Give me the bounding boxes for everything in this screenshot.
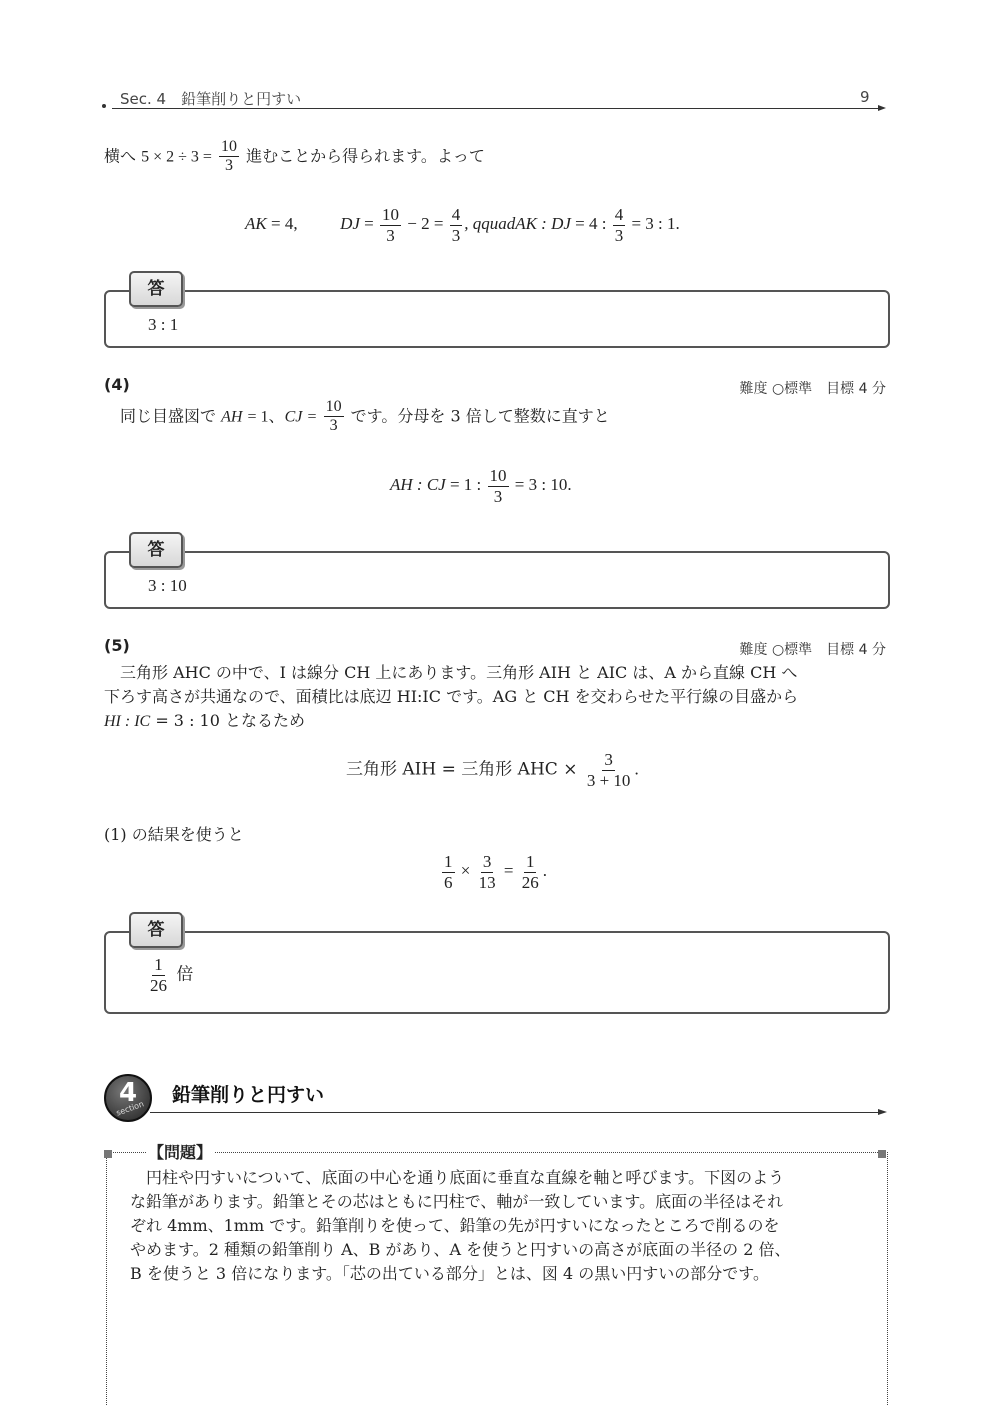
frac-denominator: 3 <box>493 486 503 506</box>
frac-numerator: 4 <box>614 205 624 224</box>
cj-eq: = <box>307 408 317 426</box>
ratio-mid: = 1 : <box>449 474 482 494</box>
problem-text <box>130 1166 870 1286</box>
frac-numerator: 10 <box>489 466 507 485</box>
eq-ak-value: = 4, <box>270 213 298 233</box>
page-number: 9 <box>860 88 870 106</box>
var-ak: AK <box>245 213 267 233</box>
ratio-lhs: AH : CJ <box>390 474 446 494</box>
frac-denominator: 3 <box>614 225 624 245</box>
eq2-end: . <box>542 860 547 880</box>
frac-numerator: 1 <box>444 852 453 871</box>
answer-label-4: 答 <box>129 532 183 568</box>
problem-label: 【問題】 <box>146 1140 214 1163</box>
var-cj: CJ <box>284 408 303 426</box>
ah-value: = 1、 <box>247 408 285 426</box>
header-rule <box>112 108 878 109</box>
part3-expr: 5 × 2 ÷ 3 = <box>141 148 212 166</box>
frac-denominator: 3 <box>225 157 234 175</box>
problem-line: ぞれ 4mm、1mm です。鉛筆削りを使って、鉛筆の先が円すいになったところで削るのを <box>130 1216 780 1235</box>
problem-corner-left <box>104 1150 112 1158</box>
part4-text-pre: 同じ目盛図で <box>120 406 217 426</box>
eq-sign: = <box>364 213 374 233</box>
problem-corner-right <box>878 1150 886 1158</box>
dj-result-fraction <box>450 205 463 245</box>
ratio-end: = 3 : 1. <box>631 213 680 233</box>
difficulty-meta-4: 難度 ○標準 目標 4 分 <box>739 381 886 397</box>
part3-line1 <box>104 138 485 176</box>
ratio-fraction <box>613 205 626 245</box>
frac-numerator: 1 <box>525 852 535 871</box>
difficulty-meta-5: 難度 ○標準 目標 4 分 <box>739 642 886 658</box>
part5-line1: 三角形 AHC の中で、I は線分 CH 上にあります。三角形 AIH と AIC は、A から直線 CH へ <box>120 663 798 682</box>
frac-denominator: 3 + 10 <box>586 770 631 790</box>
cj-fraction <box>324 398 344 436</box>
part5-line3-rest: = 3 : 10 となるため <box>155 711 305 730</box>
answer-5 <box>146 955 193 995</box>
header-arrow <box>878 105 886 111</box>
part5-equation1 <box>346 750 639 790</box>
eq1-fraction <box>585 750 633 790</box>
section-arrow <box>878 1109 887 1115</box>
header-bullet <box>102 104 106 108</box>
section-badge <box>104 1074 152 1122</box>
section-rule <box>150 1112 878 1113</box>
section-title: 鉛筆削りと円すい <box>172 1084 325 1106</box>
section-badge-number: 4 <box>118 1078 138 1108</box>
eq2-fraction-1 <box>442 852 455 892</box>
part4-line1 <box>120 398 610 436</box>
answer-label-3: 答 <box>129 271 183 307</box>
question-number-5: (5) <box>104 636 130 655</box>
part3-equation <box>245 205 680 245</box>
frac-numerator: 10 <box>382 205 399 224</box>
var-ah: AH <box>221 408 243 426</box>
answer-box-5 <box>104 931 890 1014</box>
part5-line3 <box>104 708 305 731</box>
frac-denominator: 6 <box>444 872 453 892</box>
ratio-eq: = 4 : <box>575 213 607 233</box>
problem-line: な鉛筆があります。鉛筆とその芯はともに円柱で、軸が一致しています。底面の半径はそれ <box>130 1192 784 1211</box>
ratio-fraction <box>488 466 509 506</box>
problem-line: 円柱や円すいについて、底面の中心を通り底面に垂直な直線を軸と呼びます。下図のよう <box>146 1168 785 1187</box>
eq2-equals: = <box>503 860 514 880</box>
frac-numerator: 10 <box>219 138 239 157</box>
ratio-end: = 3 : 10. <box>514 474 572 494</box>
part5-line4: (1) の結果を使うと <box>104 825 244 844</box>
running-header: Sec. 4 鉛筆削りと円すい <box>120 90 302 108</box>
frac-numerator: 4 <box>451 205 461 224</box>
hi-ic-ratio: HI : IC <box>104 713 151 730</box>
frac-denominator: 3 <box>329 417 338 435</box>
dj-fraction <box>380 205 401 245</box>
problem-line: B を使うと 3 倍になります。「芯の出ている部分」とは、図 4 の黒い円すいの部分です。 <box>130 1264 769 1283</box>
eq-minus: − 2 = <box>407 213 444 233</box>
frac-denominator: 3 <box>386 225 395 245</box>
frac-numerator: 3 <box>604 750 613 769</box>
answer-4: 3 : 10 <box>148 576 187 595</box>
part3-text-post: 進むことから得られます。よって <box>246 146 485 166</box>
answer-box-3 <box>104 290 890 348</box>
frac-numerator: 1 <box>154 955 163 974</box>
eq2-fraction-3 <box>520 852 541 892</box>
part5-line2: 下ろす高さが共通なので、面積比は底辺 HI:IC です。AG と CH を交わらせた平行線の目盛から <box>104 687 799 706</box>
eq1-text: 三角形 AIH = 三角形 AHC × <box>346 759 578 780</box>
frac-denominator: 3 <box>451 225 461 245</box>
answer-suffix: 倍 <box>176 964 194 985</box>
problem-line: やめます。2 種類の鉛筆削り A、B があり、A を使うと円すいの高さが底面の半径の 2 倍、 <box>130 1240 791 1259</box>
eq2-times: × <box>460 860 471 880</box>
frac-denominator: 13 <box>478 872 496 892</box>
eq2-fraction-2 <box>477 852 498 892</box>
ratio-text: , qquadAK : DJ <box>464 213 571 233</box>
part4-text-post: です。分母を 3 倍して整数に直すと <box>350 406 610 426</box>
answer-box-4 <box>104 551 890 609</box>
section-badge-word: section <box>114 1099 146 1118</box>
frac-numerator: 10 <box>324 398 344 417</box>
answer-3: 3 : 1 <box>148 315 179 334</box>
eq1-end: . <box>634 759 639 779</box>
frac-denominator: 26 <box>521 872 539 892</box>
part3-fraction <box>219 138 239 176</box>
frac-denominator: 26 <box>150 975 167 995</box>
part4-equation <box>390 466 572 506</box>
answer-label-5: 答 <box>129 912 183 948</box>
part5-equation2 <box>440 852 547 892</box>
answer-fraction <box>148 955 169 995</box>
var-dj: DJ <box>340 213 360 233</box>
part3-text-pre: 横へ <box>104 146 137 166</box>
question-number-4: (4) <box>104 375 130 394</box>
frac-numerator: 3 <box>482 852 492 871</box>
